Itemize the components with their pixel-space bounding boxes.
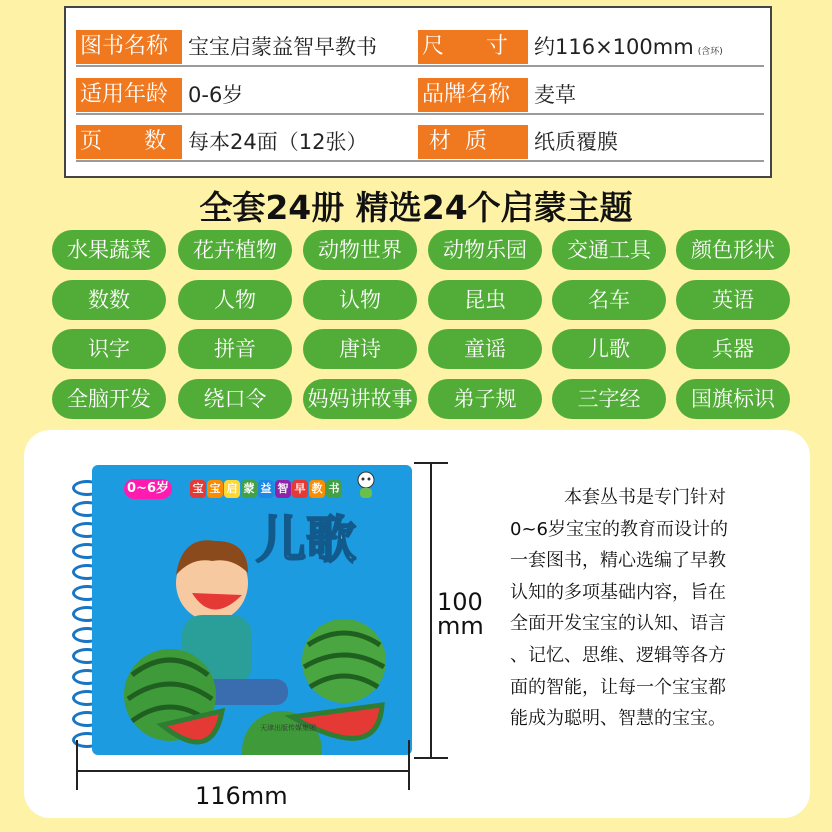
topic-tag: 三字经 [552, 379, 666, 419]
description-line: 0~6岁宝宝的教育而设计的 [510, 518, 728, 540]
topic-tag: 童谣 [428, 329, 542, 369]
description-line: 、记忆、思维、逻辑等各方 [510, 644, 726, 666]
size-note: (含环) [697, 47, 723, 57]
series-char-badge: 宝 [190, 480, 206, 498]
size-value: 约116×100mm [534, 35, 694, 59]
topic-tag: 动物乐园 [428, 230, 542, 270]
topic-tag: 全脑开发 [52, 379, 166, 419]
topic-tag: 水果蔬菜 [52, 230, 166, 270]
spec-label: 适用年龄 [76, 78, 182, 112]
spec-label: 图书名称 [76, 30, 182, 64]
spec-label: 材 质 [418, 125, 528, 159]
width-dimension-line [76, 770, 410, 772]
topic-tag: 动物世界 [303, 230, 417, 270]
description-line: 全面开发宝宝的认知、语言 [510, 613, 726, 635]
topic-tag: 拼音 [178, 329, 292, 369]
description-line: 面的智能，让每一个宝宝都 [510, 676, 726, 698]
series-char-badge: 智 [275, 480, 291, 498]
spec-label: 尺 寸 [418, 30, 528, 64]
spec-row [76, 78, 764, 112]
spec-value: 宝宝启蒙益智早教书 [188, 35, 377, 59]
publisher-label: 天津出版传媒集团 [260, 724, 316, 732]
series-char-badge: 宝 [207, 480, 223, 498]
topic-tag: 数数 [52, 280, 166, 320]
topic-tag: 绕口令 [178, 379, 292, 419]
width-label: 116mm [195, 782, 288, 810]
spec-row [76, 125, 764, 159]
product-description [510, 482, 760, 735]
series-char-badge: 益 [258, 480, 274, 498]
spec-value: 纸质覆膜 [534, 130, 618, 154]
topic-tag: 名车 [552, 280, 666, 320]
topic-tag: 唐诗 [303, 329, 417, 369]
age-badge: 0~6岁 [124, 479, 172, 499]
description-line: 认知的多项基础内容，旨在 [510, 581, 726, 603]
product-spec-table [64, 6, 772, 178]
book-cover-title: 儿歌 [256, 511, 356, 569]
spec-value: 麦草 [534, 83, 576, 107]
description-line: 一套图书，精心选编了早教 [510, 550, 726, 572]
topic-tag: 颜色形状 [676, 230, 790, 270]
height-dimension-line [430, 462, 432, 758]
topic-tag: 识字 [52, 329, 166, 369]
dimension-tick [408, 740, 410, 790]
topic-tag: 弟子规 [428, 379, 542, 419]
description-line: 能成为聪明、智慧的宝宝。 [510, 708, 726, 730]
topic-tag: 人物 [178, 280, 292, 320]
description-line: 本套丛书是专门针对 [564, 487, 726, 508]
topic-tag: 国旗标识 [676, 379, 790, 419]
topic-tag: 认物 [303, 280, 417, 320]
series-char-badge: 教 [309, 480, 325, 498]
series-char-badge: 书 [326, 480, 342, 498]
topic-tag: 儿歌 [552, 329, 666, 369]
dimension-tick [414, 757, 448, 759]
topic-tag: 英语 [676, 280, 790, 320]
spec-value: 每本24面（12张） [188, 130, 368, 154]
series-char-badge: 早 [292, 480, 308, 498]
headline: 全套24册 精选24个启蒙主题 [199, 188, 633, 227]
cover-illustration [92, 465, 412, 755]
spec-value: 0-6岁 [188, 83, 244, 107]
spec-value [534, 30, 723, 64]
series-char-badge: 启 [224, 480, 240, 498]
spec-label: 页 数 [76, 125, 182, 159]
topic-tag: 兵器 [676, 329, 790, 369]
spec-row [76, 30, 764, 64]
book-cover-image [92, 465, 412, 755]
dimension-tick [76, 740, 78, 790]
mascot-icon [354, 470, 378, 500]
topic-tag: 交通工具 [552, 230, 666, 270]
spec-label: 品牌名称 [418, 78, 528, 112]
dimension-tick [414, 462, 448, 464]
topic-tag: 妈妈讲故事 [303, 379, 417, 419]
height-unit: mm [437, 612, 484, 640]
height-value: 100 [437, 588, 483, 616]
topic-tag: 昆虫 [428, 280, 542, 320]
topic-tag: 花卉植物 [178, 230, 292, 270]
series-char-badge: 蒙 [241, 480, 257, 498]
series-title-badges [190, 477, 343, 498]
